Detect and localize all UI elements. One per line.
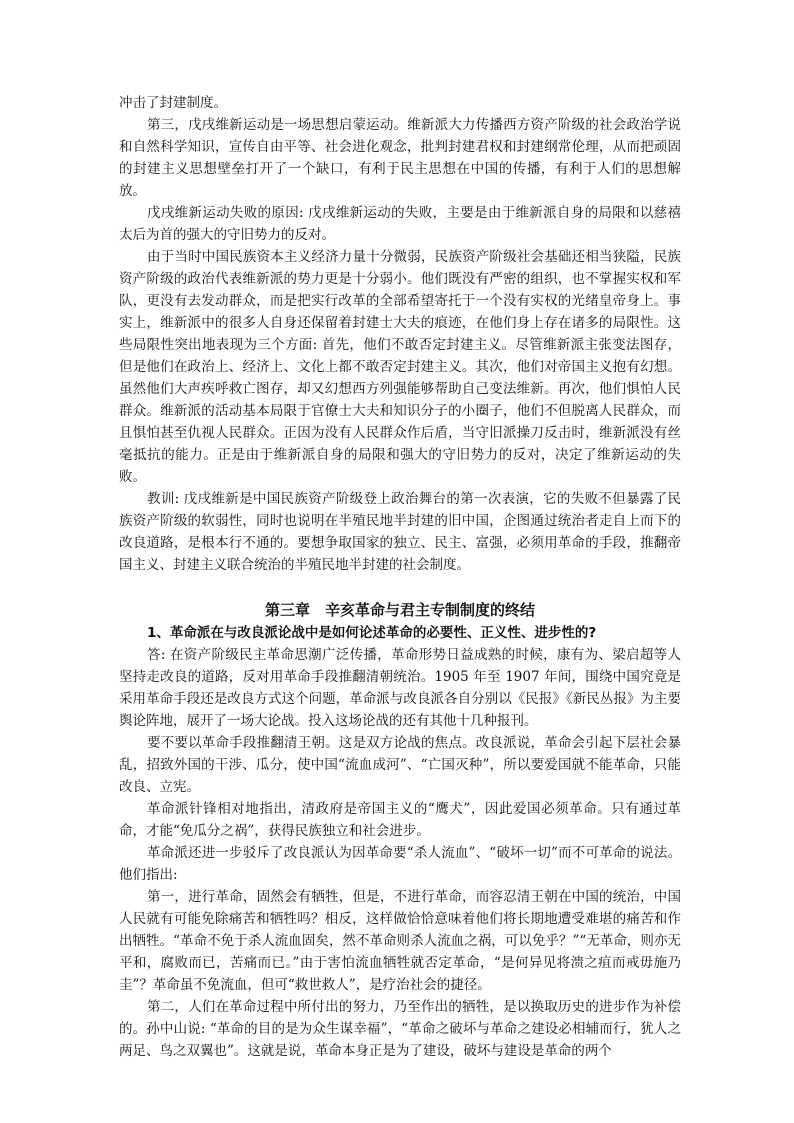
paragraph-2: 第三，戊戌维新运动是一场思想启蒙运动。维新派大力传播西方资产阶级的社会政治学说和自然科学知识，宣传自由平等、社会进化观念，批判封建君权和封建纲常伦理，从而把顽固的封建主义思想壁垒打开了一个缺口，有利于民主思想在中国的传播，有利于人们的思想解放。 xyxy=(119,117,681,199)
chapter-title: 第三章 辛亥革命与君主专制制度的终结 xyxy=(264,601,535,619)
paragraph-10: 第一，进行革命，固然会有牺牲，但是，不进行革命，而容忍清王朝在中国的统治，中国人民就有可能免除痛苦和牺牲吗？相反，这样做恰恰意味着他们将长期地遭受难堪的痛苦和作出牺牲。“革命不免于杀人流血固矣，然不革命则杀人流血之祸，可以免乎？”“无革命，则亦无平和，腐败而已，苦痛而已。”由于害怕流血牺牲就否定革命，“是何异见将溃之疽而戒毋施乃圭”？革命虽不免流血，但可“救世救人”，是疗治社会的捷径。 xyxy=(119,889,681,993)
paragraph-1: 冲击了封建制度。 xyxy=(119,95,227,111)
paragraph-11: 第二，人们在革命过程中所付出的努力，乃至作出的牺牲，是以换取历史的进步作为补偿的。孙中山说: “革命的目的是为众生谋幸福”，“革命之破坏与革命之建设必相辅而行，犹人之两足、鸟之双翼也”。这就是说，革命本身正是为了建设，破坏与建设是革命的两个 xyxy=(119,999,681,1059)
document-page xyxy=(119,92,681,1062)
paragraph-8: 革命派针锋相对地指出，清政府是帝国主义的“鹰犬”，因此爱国必须革命。只有通过革命，才能“免瓜分之祸”，获得民族独立和社会进步。 xyxy=(119,801,681,839)
paragraph-6: 答: 在资产阶级民主革命思潮广泛传播，革命形势日益成熟的时候，康有为、梁启超等人坚持走改良的道路，反对用革命手段推翻清朝统治。1905 年至 1907 年间，围绕中国究竟是采用革命手段还是改良方式这个问题，革命派与改良派各自分别以《民报》《新民丛报》为主要舆论阵地，展开了一场大论战。投入这场论战的还有其他十几种报刊。 xyxy=(119,647,681,729)
paragraph-9: 革命派还进一步驳斥了改良派认为因革命要“杀人流血”、“破坏一切”而不可革命的说法。他们指出: xyxy=(119,845,681,883)
question-title: 1、革命派在与改良派论战中是如何论述革命的必要性、正义性、进步性的? xyxy=(147,625,597,641)
paragraph-4: 由于当时中国民族资本主义经济力量十分微弱，民族资产阶级社会基础还相当狭隘，民族资产阶级的政治代表维新派的势力更是十分弱小。他们既没有严密的组织，也不掌握实权和军队，更没有去发动群众，而是把实行改革的全部希望寄托于一个没有实权的光绪皇帝身上。事实上，维新派中的很多人自身还保留着封建士大夫的痕迹，在他们身上存在诸多的局限性。这些局限性突出地表现为三个方面: 首先，他们不敢否定封建主义。尽管维新派主张变法图存，但是他们在政治上、经济上、文化上都不敢否定封建主义。其次，他们对帝国主义抱有幻想。虽然他们大声疾呼救亡图存，却又幻想西方列强能够帮助自己变法维新。再次，他们惧怕人民群众。维新派的活动基本局限于官僚士大夫和知识分子的小圈子，他们不但脱离人民群众，而且惧怕甚至仇视人民群众。正因为没有人民群众作后盾，当守旧派操刀反击时，维新派没有丝毫抵抗的能力。正是由于维新派自身的局限和强大的守旧势力的反对，决定了维新运动的失败。 xyxy=(119,249,681,485)
paragraph-7: 要不要以革命手段推翻清王朝。这是双方论战的焦点。改良派说，革命会引起下层社会暴乱，招致外国的干涉、瓜分，使中国“流血成河”、“亡国灭种”，所以要爱国就不能革命，只能改良、立宪。 xyxy=(119,735,681,795)
paragraph-5: 教训: 戊戌维新是中国民族资产阶级登上政治舞台的第一次表演，它的失败不但暴露了民族资产阶级的软弱性，同时也说明在半殖民地半封建的旧中国，企图通过统治者走自上而下的改良道路，是根本行不通的。要想争取国家的独立、民主、富强，必须用革命的手段，推翻帝国主义、封建主义联合统治的半殖民地半封建的社会制度。 xyxy=(119,491,681,573)
paragraph-3: 戊戌维新运动失败的原因: 戊戌维新运动的失败，主要是由于维新派自身的局限和以慈禧太后为首的强大的守旧势力的反对。 xyxy=(119,205,681,243)
